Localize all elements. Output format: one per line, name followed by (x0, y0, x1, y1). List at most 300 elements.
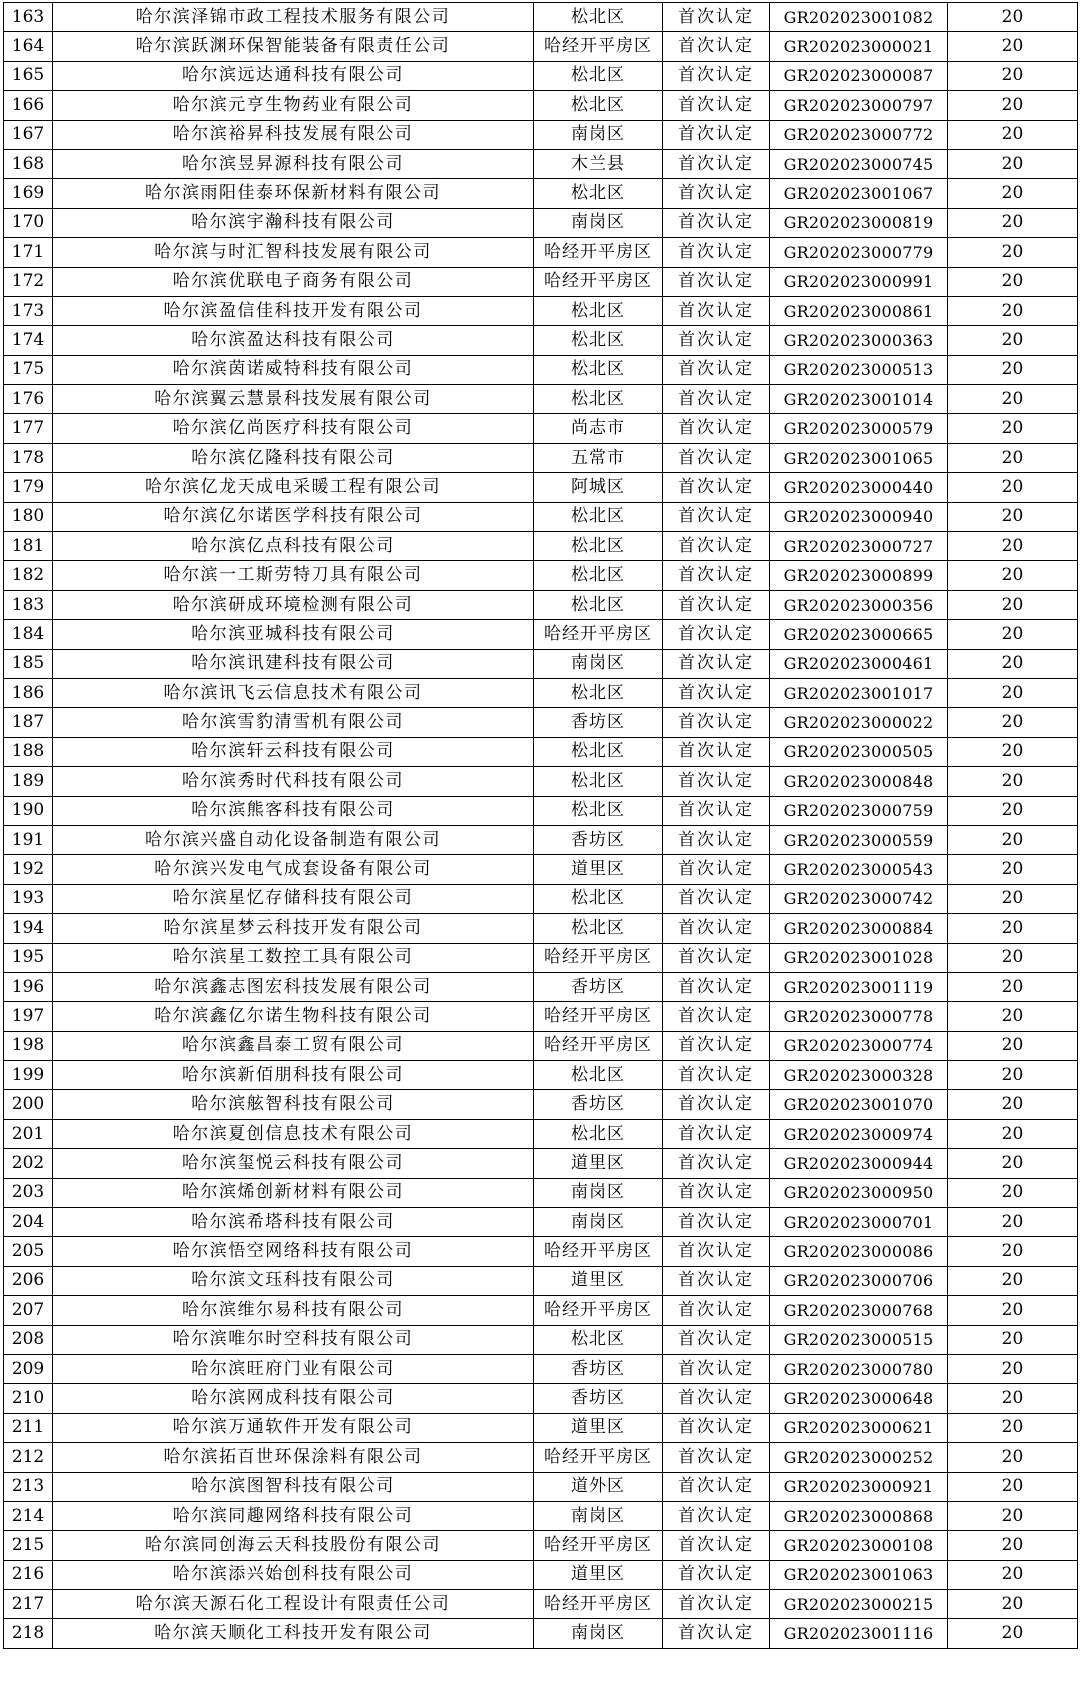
certificate-number-cell: GR202023000665 (770, 620, 948, 649)
company-name-cell: 哈尔滨新佰朋科技有限公司 (53, 1061, 534, 1090)
district-cell: 哈经开平房区 (534, 620, 663, 649)
score-cell: 20 (948, 61, 1078, 90)
company-name-cell: 哈尔滨亚城科技有限公司 (53, 620, 534, 649)
district-cell: 哈经开平房区 (534, 1443, 663, 1472)
table-row (4, 1472, 1078, 1501)
table-row (4, 737, 1078, 766)
company-name-cell: 哈尔滨文珏科技有限公司 (53, 1266, 534, 1295)
table-row (4, 473, 1078, 502)
recognition-type-cell: 首次认定 (663, 620, 770, 649)
recognition-type-cell: 首次认定 (663, 414, 770, 443)
table-row (4, 238, 1078, 267)
score-cell: 20 (948, 1443, 1078, 1472)
recognition-type-cell: 首次认定 (663, 1266, 770, 1295)
table-row (4, 1619, 1078, 1648)
company-name-cell: 哈尔滨亿隆科技有限公司 (53, 443, 534, 472)
row-number-cell: 179 (4, 473, 53, 502)
row-number-cell: 186 (4, 678, 53, 707)
certificate-number-cell: GR202023000774 (770, 1031, 948, 1060)
row-number-cell: 164 (4, 32, 53, 61)
company-name-cell: 哈尔滨讯建科技有限公司 (53, 649, 534, 678)
table-row (4, 972, 1078, 1001)
row-number-cell: 191 (4, 825, 53, 854)
certificate-number-cell: GR202023000944 (770, 1149, 948, 1178)
certificate-number-cell: GR202023000087 (770, 61, 948, 90)
table-row (4, 91, 1078, 120)
district-cell: 哈经开平房区 (534, 267, 663, 296)
company-name-cell: 哈尔滨天源石化工程设计有限责任公司 (53, 1590, 534, 1619)
recognition-type-cell: 首次认定 (663, 914, 770, 943)
table-row (4, 1413, 1078, 1442)
certificate-number-cell: GR202023000440 (770, 473, 948, 502)
company-name-cell: 哈尔滨旺府门业有限公司 (53, 1354, 534, 1383)
company-name-cell: 哈尔滨唯尔时空科技有限公司 (53, 1325, 534, 1354)
recognition-type-cell: 首次认定 (663, 355, 770, 384)
certificate-number-cell: GR202023000899 (770, 561, 948, 590)
score-cell: 20 (948, 1090, 1078, 1119)
recognition-type-cell: 首次认定 (663, 61, 770, 90)
district-cell: 松北区 (534, 884, 663, 913)
certificate-number-cell: GR202023000579 (770, 414, 948, 443)
recognition-type-cell: 首次认定 (663, 678, 770, 707)
table-row (4, 1002, 1078, 1031)
score-cell: 20 (948, 1354, 1078, 1383)
certificate-number-cell: GR202023001065 (770, 443, 948, 472)
table-row (4, 649, 1078, 678)
certificate-number-cell: GR202023000745 (770, 149, 948, 178)
company-name-cell: 哈尔滨兴盛自动化设备制造有限公司 (53, 825, 534, 854)
company-name-cell: 哈尔滨悟空网络科技有限公司 (53, 1237, 534, 1266)
company-name-cell: 哈尔滨万通软件开发有限公司 (53, 1413, 534, 1442)
certificate-number-cell: GR202023000848 (770, 767, 948, 796)
recognition-type-cell: 首次认定 (663, 120, 770, 149)
district-cell: 道里区 (534, 1266, 663, 1295)
row-number-cell: 192 (4, 855, 53, 884)
district-cell: 南岗区 (534, 208, 663, 237)
company-name-cell: 哈尔滨希塔科技有限公司 (53, 1208, 534, 1237)
table-row (4, 1501, 1078, 1530)
score-cell: 20 (948, 179, 1078, 208)
recognition-type-cell: 首次认定 (663, 708, 770, 737)
certificate-number-cell: GR202023000021 (770, 32, 948, 61)
row-number-cell: 188 (4, 737, 53, 766)
recognition-type-cell: 首次认定 (663, 149, 770, 178)
district-cell: 香坊区 (534, 1354, 663, 1383)
table-row (4, 914, 1078, 943)
certificate-number-cell: GR202023001017 (770, 678, 948, 707)
recognition-type-cell: 首次认定 (663, 238, 770, 267)
table-row (4, 120, 1078, 149)
company-name-cell: 哈尔滨昱昇源科技有限公司 (53, 149, 534, 178)
company-name-cell: 哈尔滨鑫亿尔诺生物科技有限公司 (53, 1002, 534, 1031)
district-cell: 南岗区 (534, 1208, 663, 1237)
score-cell: 20 (948, 620, 1078, 649)
recognition-type-cell: 首次认定 (663, 296, 770, 325)
company-name-cell: 哈尔滨茵诺威特科技有限公司 (53, 355, 534, 384)
score-cell: 20 (948, 943, 1078, 972)
row-number-cell: 169 (4, 179, 53, 208)
row-number-cell: 178 (4, 443, 53, 472)
recognition-type-cell: 首次认定 (663, 590, 770, 619)
score-cell: 20 (948, 708, 1078, 737)
certificate-number-cell: GR202023000950 (770, 1178, 948, 1207)
score-cell: 20 (948, 1237, 1078, 1266)
district-cell: 松北区 (534, 61, 663, 90)
company-name-cell: 哈尔滨夏创信息技术有限公司 (53, 1119, 534, 1148)
recognition-type-cell: 首次认定 (663, 1119, 770, 1148)
company-name-cell: 哈尔滨星梦云科技开发有限公司 (53, 914, 534, 943)
company-name-cell: 哈尔滨添兴始创科技有限公司 (53, 1560, 534, 1589)
district-cell: 松北区 (534, 1119, 663, 1148)
company-name-cell: 哈尔滨研成环境检测有限公司 (53, 590, 534, 619)
recognition-type-cell: 首次认定 (663, 767, 770, 796)
table-row (4, 825, 1078, 854)
recognition-type-cell: 首次认定 (663, 1354, 770, 1383)
district-cell: 松北区 (534, 296, 663, 325)
company-name-cell: 哈尔滨舷智科技有限公司 (53, 1090, 534, 1119)
score-cell: 20 (948, 91, 1078, 120)
row-number-cell: 184 (4, 620, 53, 649)
district-cell: 南岗区 (534, 1501, 663, 1530)
score-cell: 20 (948, 385, 1078, 414)
recognition-type-cell: 首次认定 (663, 326, 770, 355)
company-name-cell: 哈尔滨翼云慧景科技发展有限公司 (53, 385, 534, 414)
district-cell: 松北区 (534, 3, 663, 32)
score-cell: 20 (948, 1208, 1078, 1237)
recognition-type-cell: 首次认定 (663, 1472, 770, 1501)
company-name-cell: 哈尔滨裕昇科技发展有限公司 (53, 120, 534, 149)
district-cell: 道外区 (534, 1472, 663, 1501)
table-row (4, 3, 1078, 32)
table-row (4, 1031, 1078, 1060)
recognition-type-cell: 首次认定 (663, 1061, 770, 1090)
row-number-cell: 168 (4, 149, 53, 178)
row-number-cell: 217 (4, 1590, 53, 1619)
district-cell: 松北区 (534, 326, 663, 355)
company-name-cell: 哈尔滨宇瀚科技有限公司 (53, 208, 534, 237)
recognition-type-cell: 首次认定 (663, 737, 770, 766)
row-number-cell: 189 (4, 767, 53, 796)
row-number-cell: 203 (4, 1178, 53, 1207)
certificate-number-cell: GR202023000884 (770, 914, 948, 943)
score-cell: 20 (948, 1031, 1078, 1060)
company-name-cell: 哈尔滨亿点科技有限公司 (53, 532, 534, 561)
company-name-cell: 哈尔滨烯创新材料有限公司 (53, 1178, 534, 1207)
row-number-cell: 195 (4, 943, 53, 972)
score-cell: 20 (948, 443, 1078, 472)
district-cell: 松北区 (534, 767, 663, 796)
row-number-cell: 209 (4, 1354, 53, 1383)
recognition-type-cell: 首次认定 (663, 825, 770, 854)
district-cell: 南岗区 (534, 1619, 663, 1648)
row-number-cell: 218 (4, 1619, 53, 1648)
table-row (4, 1354, 1078, 1383)
certificate-number-cell: GR202023000022 (770, 708, 948, 737)
score-cell: 20 (948, 1178, 1078, 1207)
district-cell: 道里区 (534, 855, 663, 884)
enterprise-list-sheet (3, 2, 1077, 1649)
certificate-number-cell: GR202023001067 (770, 179, 948, 208)
certificate-number-cell: GR202023000086 (770, 1237, 948, 1266)
table-row (4, 1178, 1078, 1207)
company-name-cell: 哈尔滨秀时代科技有限公司 (53, 767, 534, 796)
table-row (4, 355, 1078, 384)
score-cell: 20 (948, 767, 1078, 796)
company-name-cell: 哈尔滨维尔易科技有限公司 (53, 1296, 534, 1325)
certificate-number-cell: GR202023000974 (770, 1119, 948, 1148)
table-row (4, 414, 1078, 443)
recognition-type-cell: 首次认定 (663, 32, 770, 61)
table-row (4, 796, 1078, 825)
recognition-type-cell: 首次认定 (663, 1384, 770, 1413)
score-cell: 20 (948, 267, 1078, 296)
table-row (4, 767, 1078, 796)
certificate-number-cell: GR202023000940 (770, 502, 948, 531)
district-cell: 哈经开平房区 (534, 1531, 663, 1560)
row-number-cell: 175 (4, 355, 53, 384)
district-cell: 道里区 (534, 1149, 663, 1178)
score-cell: 20 (948, 737, 1078, 766)
enterprise-table-body (4, 3, 1078, 1649)
company-name-cell: 哈尔滨同创海云天科技股份有限公司 (53, 1531, 534, 1560)
company-name-cell: 哈尔滨雨阳佳泰环保新材料有限公司 (53, 179, 534, 208)
district-cell: 松北区 (534, 561, 663, 590)
table-row (4, 1384, 1078, 1413)
table-row (4, 1149, 1078, 1178)
district-cell: 哈经开平房区 (534, 1237, 663, 1266)
score-cell: 20 (948, 120, 1078, 149)
table-row (4, 1590, 1078, 1619)
table-row (4, 532, 1078, 561)
district-cell: 哈经开平房区 (534, 238, 663, 267)
recognition-type-cell: 首次认定 (663, 179, 770, 208)
company-name-cell: 哈尔滨优联电子商务有限公司 (53, 267, 534, 296)
district-cell: 松北区 (534, 91, 663, 120)
district-cell: 道里区 (534, 1413, 663, 1442)
row-number-cell: 216 (4, 1560, 53, 1589)
company-name-cell: 哈尔滨鑫志图宏科技发展有限公司 (53, 972, 534, 1001)
score-cell: 20 (948, 649, 1078, 678)
row-number-cell: 173 (4, 296, 53, 325)
score-cell: 20 (948, 678, 1078, 707)
certificate-number-cell: GR202023000868 (770, 1501, 948, 1530)
company-name-cell: 哈尔滨熊客科技有限公司 (53, 796, 534, 825)
company-name-cell: 哈尔滨盈达科技有限公司 (53, 326, 534, 355)
company-name-cell: 哈尔滨亿龙天成电采暖工程有限公司 (53, 473, 534, 502)
certificate-number-cell: GR202023000819 (770, 208, 948, 237)
district-cell: 松北区 (534, 1061, 663, 1090)
table-row (4, 385, 1078, 414)
row-number-cell: 194 (4, 914, 53, 943)
score-cell: 20 (948, 149, 1078, 178)
district-cell: 松北区 (534, 914, 663, 943)
recognition-type-cell: 首次认定 (663, 1590, 770, 1619)
score-cell: 20 (948, 825, 1078, 854)
recognition-type-cell: 首次认定 (663, 1501, 770, 1530)
row-number-cell: 182 (4, 561, 53, 590)
district-cell: 松北区 (534, 796, 663, 825)
company-name-cell: 哈尔滨兴发电气成套设备有限公司 (53, 855, 534, 884)
row-number-cell: 176 (4, 385, 53, 414)
district-cell: 香坊区 (534, 972, 663, 1001)
district-cell: 松北区 (534, 385, 663, 414)
row-number-cell: 215 (4, 1531, 53, 1560)
recognition-type-cell: 首次认定 (663, 1208, 770, 1237)
row-number-cell: 187 (4, 708, 53, 737)
certificate-number-cell: GR202023000797 (770, 91, 948, 120)
district-cell: 哈经开平房区 (534, 1031, 663, 1060)
score-cell: 20 (948, 473, 1078, 502)
company-name-cell: 哈尔滨星工数控工具有限公司 (53, 943, 534, 972)
row-number-cell: 183 (4, 590, 53, 619)
score-cell: 20 (948, 1531, 1078, 1560)
certificate-number-cell: GR202023000543 (770, 855, 948, 884)
score-cell: 20 (948, 1560, 1078, 1589)
recognition-type-cell: 首次认定 (663, 649, 770, 678)
score-cell: 20 (948, 1119, 1078, 1148)
district-cell: 香坊区 (534, 1090, 663, 1119)
row-number-cell: 211 (4, 1413, 53, 1442)
score-cell: 20 (948, 1619, 1078, 1648)
score-cell: 20 (948, 502, 1078, 531)
certificate-number-cell: GR202023000778 (770, 1002, 948, 1031)
score-cell: 20 (948, 1413, 1078, 1442)
district-cell: 南岗区 (534, 1178, 663, 1207)
recognition-type-cell: 首次认定 (663, 1560, 770, 1589)
row-number-cell: 214 (4, 1501, 53, 1530)
recognition-type-cell: 首次认定 (663, 855, 770, 884)
row-number-cell: 207 (4, 1296, 53, 1325)
row-number-cell: 198 (4, 1031, 53, 1060)
district-cell: 哈经开平房区 (534, 1590, 663, 1619)
score-cell: 20 (948, 1296, 1078, 1325)
district-cell: 香坊区 (534, 1384, 663, 1413)
company-name-cell: 哈尔滨网成科技有限公司 (53, 1384, 534, 1413)
row-number-cell: 206 (4, 1266, 53, 1295)
row-number-cell: 170 (4, 208, 53, 237)
table-row (4, 208, 1078, 237)
row-number-cell: 193 (4, 884, 53, 913)
score-cell: 20 (948, 238, 1078, 267)
certificate-number-cell: GR202023000779 (770, 238, 948, 267)
company-name-cell: 哈尔滨元亨生物药业有限公司 (53, 91, 534, 120)
score-cell: 20 (948, 326, 1078, 355)
table-row (4, 502, 1078, 531)
row-number-cell: 163 (4, 3, 53, 32)
certificate-number-cell: GR202023000648 (770, 1384, 948, 1413)
score-cell: 20 (948, 1501, 1078, 1530)
recognition-type-cell: 首次认定 (663, 473, 770, 502)
district-cell: 香坊区 (534, 708, 663, 737)
district-cell: 松北区 (534, 737, 663, 766)
certificate-number-cell: GR202023001119 (770, 972, 948, 1001)
district-cell: 南岗区 (534, 649, 663, 678)
certificate-number-cell: GR202023000759 (770, 796, 948, 825)
score-cell: 20 (948, 208, 1078, 237)
recognition-type-cell: 首次认定 (663, 3, 770, 32)
table-row (4, 620, 1078, 649)
score-cell: 20 (948, 1384, 1078, 1413)
certificate-number-cell: GR202023000727 (770, 532, 948, 561)
certificate-number-cell: GR202023001070 (770, 1090, 948, 1119)
row-number-cell: 174 (4, 326, 53, 355)
row-number-cell: 204 (4, 1208, 53, 1237)
company-name-cell: 哈尔滨讯飞云信息技术有限公司 (53, 678, 534, 707)
table-row (4, 61, 1078, 90)
recognition-type-cell: 首次认定 (663, 1619, 770, 1648)
recognition-type-cell: 首次认定 (663, 1149, 770, 1178)
table-row (4, 590, 1078, 619)
table-row (4, 179, 1078, 208)
row-number-cell: 199 (4, 1061, 53, 1090)
certificate-number-cell: GR202023001028 (770, 943, 948, 972)
company-name-cell: 哈尔滨盈信佳科技开发有限公司 (53, 296, 534, 325)
certificate-number-cell: GR202023000861 (770, 296, 948, 325)
certificate-number-cell: GR202023000780 (770, 1354, 948, 1383)
certificate-number-cell: GR202023001116 (770, 1619, 948, 1648)
recognition-type-cell: 首次认定 (663, 532, 770, 561)
score-cell: 20 (948, 1325, 1078, 1354)
table-row (4, 1061, 1078, 1090)
certificate-number-cell: GR202023000991 (770, 267, 948, 296)
recognition-type-cell: 首次认定 (663, 443, 770, 472)
certificate-number-cell: GR202023000356 (770, 590, 948, 619)
company-name-cell: 哈尔滨雪豹清雪机有限公司 (53, 708, 534, 737)
certificate-number-cell: GR202023001082 (770, 3, 948, 32)
table-row (4, 326, 1078, 355)
company-name-cell: 哈尔滨一工斯劳特刀具有限公司 (53, 561, 534, 590)
table-row (4, 1560, 1078, 1589)
score-cell: 20 (948, 1061, 1078, 1090)
recognition-type-cell: 首次认定 (663, 943, 770, 972)
recognition-type-cell: 首次认定 (663, 1443, 770, 1472)
table-row (4, 296, 1078, 325)
recognition-type-cell: 首次认定 (663, 502, 770, 531)
recognition-type-cell: 首次认定 (663, 1296, 770, 1325)
certificate-number-cell: GR202023001014 (770, 385, 948, 414)
certificate-number-cell: GR202023001063 (770, 1560, 948, 1589)
table-row (4, 1266, 1078, 1295)
district-cell: 尚志市 (534, 414, 663, 443)
score-cell: 20 (948, 1472, 1078, 1501)
score-cell: 20 (948, 855, 1078, 884)
district-cell: 松北区 (534, 590, 663, 619)
certificate-number-cell: GR202023000505 (770, 737, 948, 766)
row-number-cell: 190 (4, 796, 53, 825)
table-row (4, 149, 1078, 178)
company-name-cell: 哈尔滨亿尚医疗科技有限公司 (53, 414, 534, 443)
row-number-cell: 201 (4, 1119, 53, 1148)
row-number-cell: 165 (4, 61, 53, 90)
district-cell: 哈经开平房区 (534, 32, 663, 61)
district-cell: 哈经开平房区 (534, 1002, 663, 1031)
certificate-number-cell: GR202023000706 (770, 1266, 948, 1295)
row-number-cell: 177 (4, 414, 53, 443)
table-row (4, 855, 1078, 884)
table-row (4, 32, 1078, 61)
recognition-type-cell: 首次认定 (663, 796, 770, 825)
score-cell: 20 (948, 1002, 1078, 1031)
certificate-number-cell: GR202023000252 (770, 1443, 948, 1472)
row-number-cell: 212 (4, 1443, 53, 1472)
row-number-cell: 196 (4, 972, 53, 1001)
score-cell: 20 (948, 414, 1078, 443)
recognition-type-cell: 首次认定 (663, 1325, 770, 1354)
score-cell: 20 (948, 1590, 1078, 1619)
row-number-cell: 185 (4, 649, 53, 678)
district-cell: 松北区 (534, 355, 663, 384)
recognition-type-cell: 首次认定 (663, 267, 770, 296)
